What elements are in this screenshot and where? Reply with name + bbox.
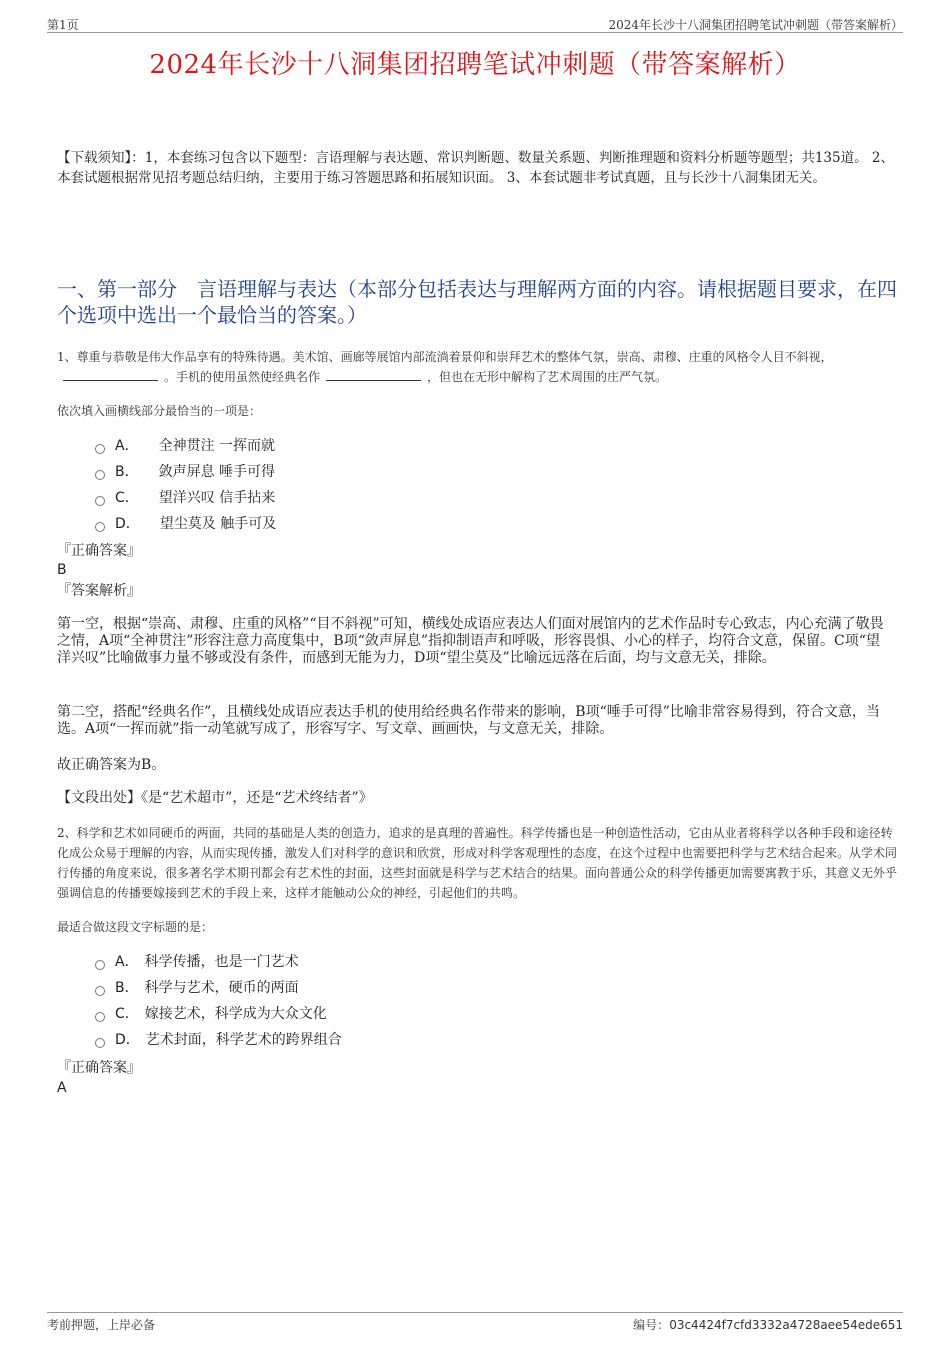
radio-icon[interactable] (95, 522, 105, 532)
option-letter: D． (115, 1032, 140, 1048)
fill-blank-2 (326, 368, 421, 381)
option-text: 全神贯注 一挥而就 (158, 438, 276, 454)
question-2-answer-label: 『正确答案』 (57, 1060, 141, 1076)
question-1-text-part2: 。手机的使用虽然使经典名作 (164, 370, 321, 384)
option-letter: B． (115, 464, 139, 480)
footer-code (633, 1316, 903, 1333)
download-notice: 【下载须知】：1，本套练习包含以下题型：言语理解与表达题、常识判断题、数量关系题、判断推理题和资料分析题等题型；共135道。 2、本套试题根据常见招考题总结归纳，主要用于练习答题思路和拓展知识面。 3、本套试题非考试真题，且与长沙十八洞集团无关。 (57, 150, 894, 186)
option-letter: C． (115, 490, 139, 506)
question-1-analysis-paragraph-2: 第二空，搭配“经典名作”，且横线处成语应表达手机的使用给经典名作带来的影响，B项“唾手可得”比喻非常容易得到，符合文意，当选。A项“一挥而就”指一动笔就写成了，形容写字、写文章、画画快，与文意无关，排除。 (57, 704, 880, 737)
option-letter: A． (115, 954, 139, 970)
option-text: 嫁接艺术，科学成为大众文化 (144, 1006, 327, 1022)
radio-icon[interactable] (95, 1038, 105, 1048)
document-title: 2024年长沙十八洞集团招聘笔试冲刺题（带答案解析） (149, 50, 801, 80)
section-heading: 一、第一部分 言语理解与表达（本部分包括表达与理解两方面的内容。请根据题目要求，在四个选项中选出一个最恰当的答案。） (57, 277, 897, 327)
question-2-option-a[interactable] (95, 949, 342, 975)
footer-code-value: 03c4424f7cfd3332a4728aee54ede651 (669, 1318, 903, 1332)
question-2-prompt: 最适合做这段文字标题的是： (57, 920, 214, 934)
question-1-prompt: 依次填入画横线部分最恰当的一项是： (57, 404, 262, 418)
question-2-option-c[interactable] (95, 1001, 342, 1027)
option-letter: B． (115, 980, 139, 996)
option-text: 科学与艺术，硬币的两面 (144, 980, 299, 996)
header-doc-title: 2024年长沙十八洞集团招聘笔试冲刺题（带答案解析） (608, 18, 903, 32)
page-footer (47, 1312, 903, 1333)
radio-icon[interactable] (95, 1012, 105, 1022)
radio-icon[interactable] (95, 986, 105, 996)
footer-code-label: 编号： (633, 1318, 670, 1332)
question-1-option-a[interactable] (95, 433, 276, 459)
question-1-text-part3: ，但也在无形中解构了艺术周围的庄严气氛。 (427, 370, 668, 384)
question-1-analysis-label: 『答案解析』 (57, 583, 141, 599)
question-2-option-b[interactable] (95, 975, 342, 1001)
page-number: 第1页 (47, 18, 79, 32)
footer-slogan: 考前押题，上岸必备 (47, 1318, 156, 1332)
radio-icon[interactable] (95, 496, 105, 506)
option-text: 望洋兴叹 信手拈来 (158, 490, 276, 506)
option-letter: C． (115, 1006, 139, 1022)
question-1-text-part1: 1、尊重与恭敬是伟大作品享有的特殊待遇。美术馆、画廊等展馆内部流淌着景仰和崇拜艺术的整体气氛，崇高、肃穆、庄重的风格令人目不斜视， (57, 350, 833, 364)
option-letter: D． (115, 516, 140, 532)
radio-icon[interactable] (95, 960, 105, 970)
question-1-answer: B (57, 562, 67, 578)
option-text: 艺术封面，科学艺术的跨界组合 (145, 1032, 342, 1048)
question-2-option-d[interactable] (95, 1027, 342, 1053)
option-text: 敛声屏息 唾手可得 (158, 464, 276, 480)
question-1-option-d[interactable] (95, 511, 276, 537)
question-1-text (57, 347, 897, 387)
question-1-conclusion: 故正确答案为B。 (57, 757, 166, 773)
question-1-source: 【文段出处】《是“艺术超市”，还是“艺术终结者”》 (57, 790, 373, 806)
option-text: 望尘莫及 触手可及 (159, 516, 277, 532)
question-1-answer-label: 『正确答案』 (57, 543, 141, 559)
question-2-answer: A (57, 1080, 67, 1096)
option-text: 科学传播，也是一门艺术 (144, 954, 299, 970)
question-1-option-b[interactable] (95, 459, 276, 485)
option-letter: A． (115, 438, 139, 454)
radio-icon[interactable] (95, 470, 105, 480)
page-header (47, 14, 903, 33)
fill-blank-1 (63, 368, 158, 381)
radio-icon[interactable] (95, 444, 105, 454)
question-2-text: 2、科学和艺术如同硬币的两面，共同的基础是人类的创造力，追求的是真理的普遍性。科学传播也是一种创造性活动，它由从业者将科学以各种手段和途径转化成公众易于理解的内容，从而实现传播，激发人们对科学的意识和欣赏，形成对科学客观理性的态度，在这个过程中也需要把科学与艺术结合起来。从学术同行传播的角度来说，很多著名学术期刊都会有艺术性的封面，这些封面就是科学与艺术结合的结果。面向普通公众的科学传播更加需要寓教于乐，其意义无外乎强调信息的传播要嫁接到艺术的手段上来，这样才能触动公众的神经，引起他们的共鸣。 (57, 826, 898, 900)
question-1-option-c[interactable] (95, 485, 276, 511)
question-2-options (95, 949, 342, 1053)
question-1-options (95, 433, 276, 537)
question-1-analysis-paragraph-1: 第一空，根据“崇高、肃穆、庄重的风格”“目不斜视”可知，横线处成语应表达人们面对展馆内的艺术作品时专心致志，内心充满了敬畏之情，A项“全神贯注”形容注意力高度集中，B项“敛声屏息”指抑制语声和呼吸，形容畏惧、小心的样子，均符合文意，保留。C项“望洋兴叹”比喻做事力量不够或没有条件，而感到无能为力，D项“望尘莫及”比喻远远落在后面，均与文意无关，排除。 (57, 616, 884, 666)
